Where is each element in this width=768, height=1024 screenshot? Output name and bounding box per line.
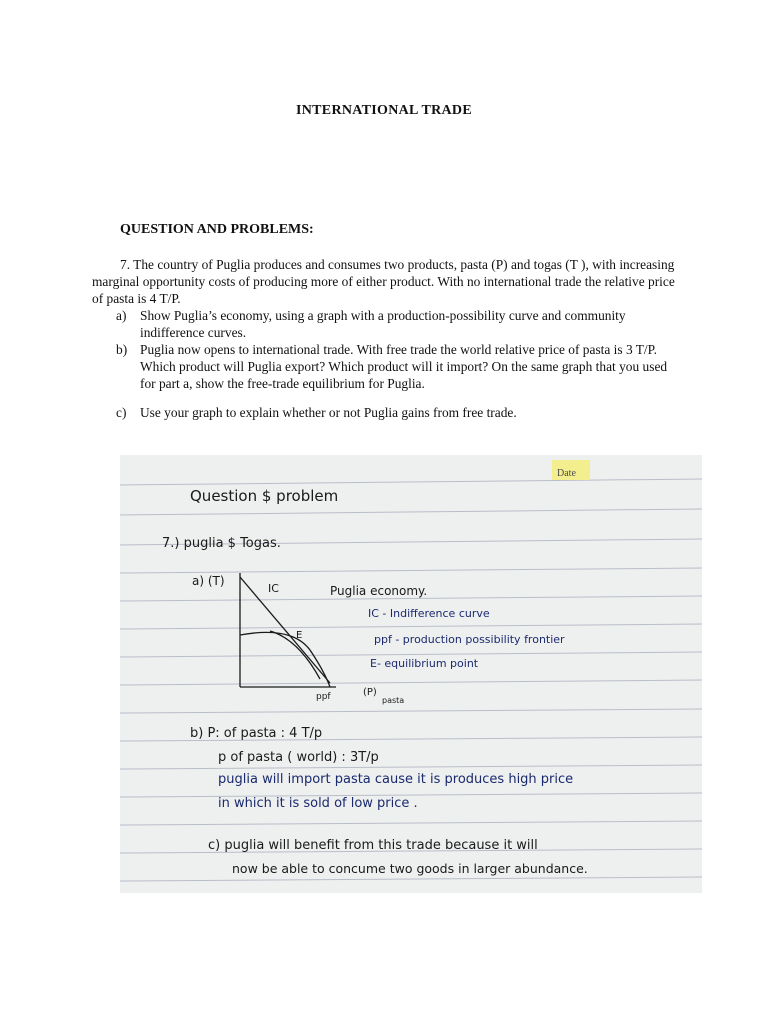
part-b-line-2: p of pasta ( world) : 3T/p <box>218 750 379 765</box>
legend-equilibrium: E- equilibrium point <box>370 657 479 670</box>
part-c-line-1: c) puglia will benefit from this trade because it will <box>208 838 538 853</box>
notebook-photo <box>120 455 702 893</box>
part-a-text: Show Puglia’s economy, using a graph with a production-possibility curve and community indifference curves. <box>140 308 626 340</box>
part-b-line-1: b) P: of pasta : 4 T/p <box>190 726 323 741</box>
part-b-text: Puglia now opens to international trade. With free trade the world relative price of pasta is 3 T/P. Which product will Puglia export? Which product will it import? On the same graph that you used for part a, show the free-trade equilibrium for Puglia. <box>140 342 668 391</box>
section-heading: QUESTION AND PROBLEMS: <box>120 222 314 237</box>
date-label: Date <box>557 468 576 479</box>
part-c-label: c) <box>116 405 127 420</box>
note-subheading: 7.) puglia $ Togas. <box>162 536 281 551</box>
part-c-text: Use your graph to explain whether or not Puglia gains from free trade. <box>140 405 517 420</box>
problem-part-a <box>116 307 682 341</box>
part-a-label: a) <box>116 308 127 323</box>
document-title: INTERNATIONAL TRADE <box>296 103 472 118</box>
problem-block <box>92 256 682 421</box>
problem-intro: 7. The country of Puglia produces and consumes two products, pasta (P) and togas (T ), with increasing marginal opportunity costs of producing more of either product. With no international trade the relative price of pasta is 4 T/P. <box>92 257 675 306</box>
ppf-label: ppf <box>316 692 331 702</box>
legend-title: Puglia economy. <box>330 584 428 598</box>
legend-ppf: ppf - production possibility frontier <box>374 633 565 646</box>
p-axis-sublabel: pasta <box>382 696 405 705</box>
problem-part-b <box>116 341 682 392</box>
part-b-line-3: puglia will import pasta cause it is produces high price <box>218 772 574 787</box>
problem-part-c <box>116 404 682 421</box>
problem-parts <box>116 307 682 421</box>
part-b-label: b) <box>116 342 128 357</box>
ic-label: IC <box>268 582 279 595</box>
p-axis-label: (P) <box>363 687 377 698</box>
legend-ic: IC - Indifference curve <box>368 607 490 620</box>
part-b-line-4: in which it is sold of low price . <box>218 796 418 811</box>
equilibrium-point-label: E <box>296 630 303 641</box>
note-heading: Question $ problem <box>190 487 339 505</box>
note-part-a: a) (T) <box>192 574 225 588</box>
part-c-line-2: now be able to concume two goods in larger abundance. <box>232 861 588 876</box>
